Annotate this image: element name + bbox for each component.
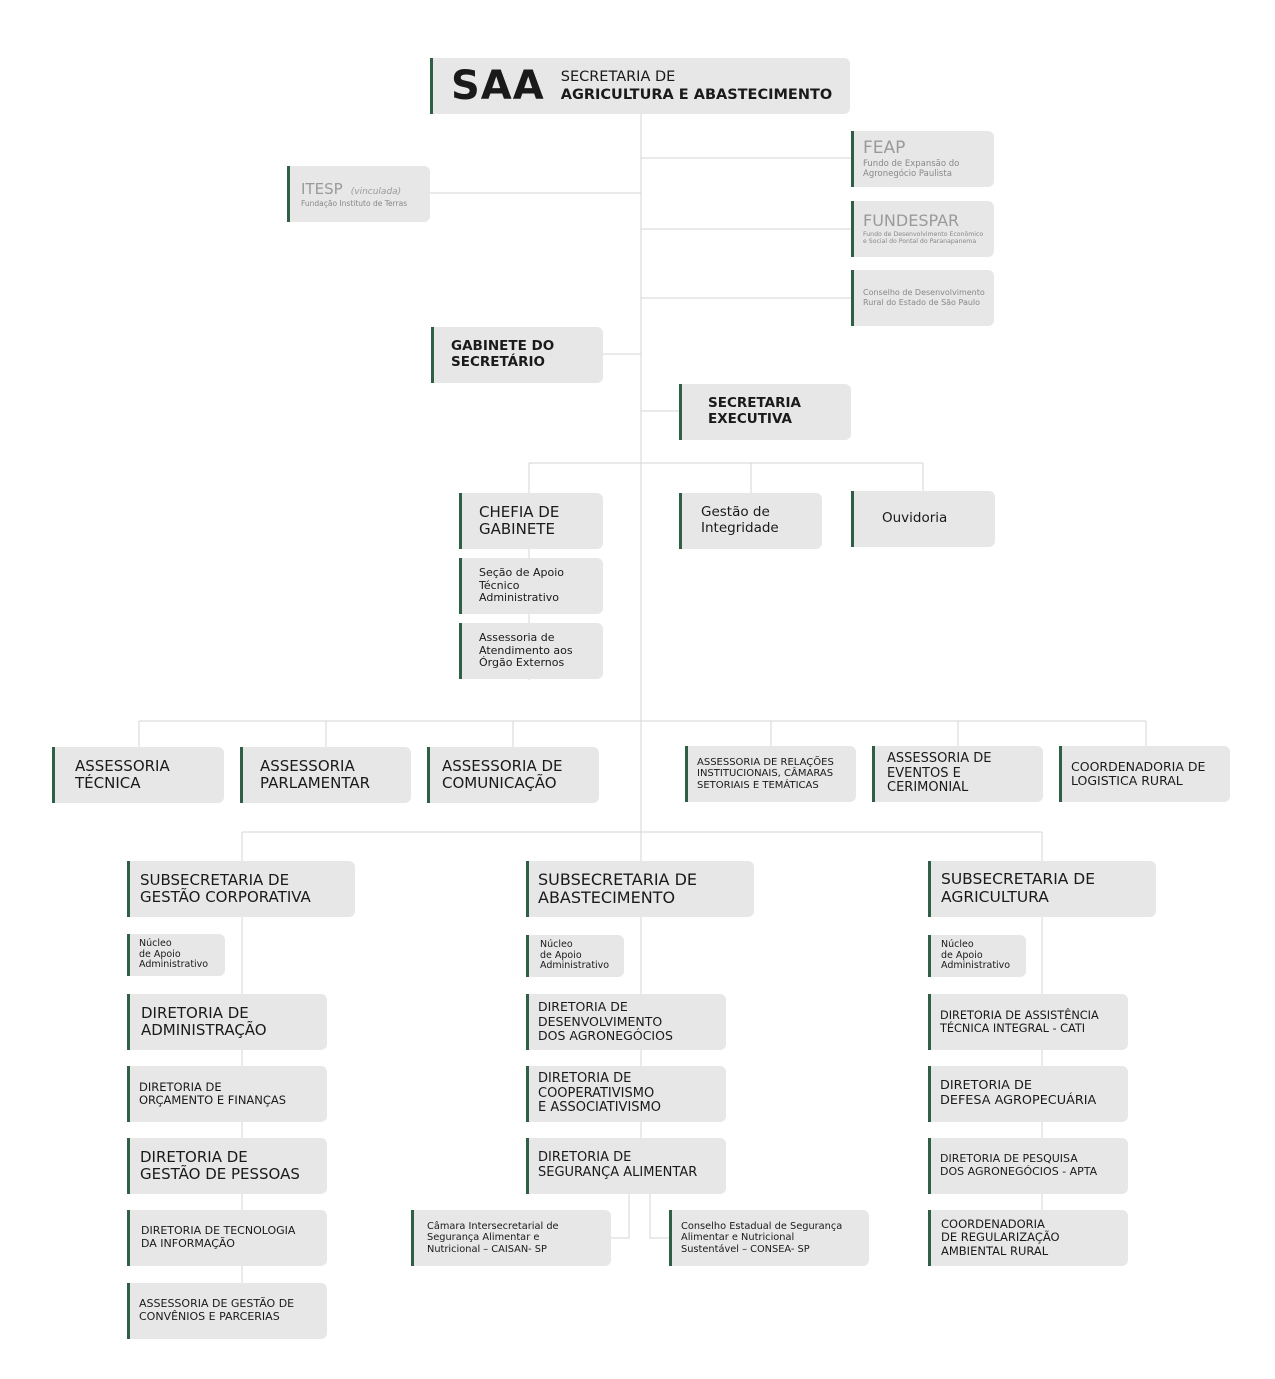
itesp-title: ITESP (301, 180, 343, 199)
caisan-label: Câmara Intersecretarial de Segurança Alimentar e Nutricional – CAISAN- SP (427, 1221, 559, 1255)
saa-name-line1: SECRETARIA DE (560, 68, 676, 85)
sub-agricultura-item (928, 1210, 1128, 1266)
gabinete-label: GABINETE DO SECRETÁRIO (451, 338, 555, 370)
assessoria-atendimento-label: Assessoria de Atendimento aos Órgão Externos (479, 631, 573, 670)
sub-abastecimento-nucleo-box (526, 935, 624, 977)
saa-acronym: SAA (451, 63, 545, 109)
conselho-rural-box (851, 270, 994, 326)
gestao-integridade-label: Gestão de Integridade (701, 504, 779, 536)
sub-gestao-item-label: DIRETORIA DE GESTÃO DE PESSOAS (140, 1147, 300, 1183)
assessoria-relacoes-box (685, 746, 856, 802)
itesp-box (287, 166, 430, 222)
sub-agricultura-item-label: DIRETORIA DE PESQUISA DOS AGRONEGÓCIOS - APTA (940, 1152, 1098, 1178)
assessoria-tecnica-box (52, 747, 224, 803)
secao-apoio-label: Seção de Apoio Técnico Administrativo (479, 566, 565, 605)
sub-abastecimento-title: SUBSECRETARIA DE ABASTECIMENTO (538, 869, 697, 907)
gestao-integridade-box (679, 493, 822, 549)
sub-agricultura-item-label: DIRETORIA DE ASSISTÊNCIA TÉCNICA INTEGRAL - CATI (940, 1009, 1099, 1035)
sub-gestao-item-label: DIRETORIA DE ADMINISTRAÇÃO (141, 1003, 267, 1039)
gabinete-box (431, 327, 603, 383)
sub-agricultura-item (928, 1138, 1128, 1194)
assessoria-parlamentar-box (240, 747, 411, 803)
sub-gestao-item-label: DIRETORIA DE ORÇAMENTO E FINANÇAS (139, 1079, 287, 1107)
itesp-tag: (vinculada) (350, 187, 402, 198)
sub-abastecimento-nucleo-label: Núcleo de Apoio Administrativo (540, 938, 610, 972)
assessoria-atendimento-box (459, 623, 603, 679)
consea-box (669, 1210, 869, 1266)
sub-abastecimento-item (526, 1138, 726, 1194)
sub-gestao-item-label: ASSESSORIA DE GESTÃO DE CONVÊNIOS E PARCERIAS (139, 1297, 295, 1323)
sub-abastecimento-item-label: DIRETORIA DE COOPERATIVISMO E ASSOCIATIVISMO (538, 1070, 661, 1116)
assessoria-comunicacao-label: ASSESSORIA DE COMUNICAÇÃO (442, 756, 563, 792)
fundespar-desc: Fundo de Desenvolvimento Econômico e Social do Pontal do Paranapanema (863, 230, 984, 246)
ouvidoria-box (851, 491, 995, 547)
sub-gestao-item (127, 1066, 327, 1122)
sub-abastecimento-title-box (526, 861, 754, 917)
assessoria-comunicacao-box (427, 747, 599, 803)
sub-gestao-item (127, 1283, 327, 1339)
sub-gestao-nucleo-label: Núcleo de Apoio Administrativo (139, 937, 209, 971)
sub-agricultura-title: SUBSECRETARIA DE AGRICULTURA (941, 870, 1096, 906)
saa-header (430, 58, 850, 114)
conselho-rural-desc: Conselho de Desenvolvimento Rural do Estado de São Paulo (863, 288, 985, 307)
sub-gestao-item-label: DIRETORIA DE TECNOLOGIA DA INFORMAÇÃO (141, 1224, 296, 1250)
feap-desc: Fundo de Expansão do Agronegócio Paulista (863, 158, 960, 179)
secao-apoio-box (459, 558, 603, 614)
sub-abastecimento-item-label: DIRETORIA DE SEGURANÇA ALIMENTAR (538, 1150, 698, 1180)
sub-agricultura-nucleo-label: Núcleo de Apoio Administrativo (941, 938, 1011, 972)
sub-gestao-item (127, 994, 327, 1050)
ouvidoria-label: Ouvidoria (882, 510, 948, 527)
sub-agricultura-nucleo-box (928, 935, 1026, 977)
sub-abastecimento-item-label: DIRETORIA DE DESENVOLVIMENTO DOS AGRONEGÓCIOS (538, 999, 673, 1044)
saa-name-line2: AGRICULTURA E ABASTECIMENTO (560, 87, 833, 103)
chefia-label: CHEFIA DE GABINETE (479, 502, 560, 538)
itesp-desc: Fundação Instituto de Terras (301, 198, 408, 208)
assessoria-parlamentar-label: ASSESSORIA PARLAMENTAR (260, 756, 371, 792)
sub-gestao-nucleo-box (127, 934, 225, 976)
sub-agricultura-title-box (928, 861, 1156, 917)
sub-abastecimento-item (526, 994, 726, 1050)
coordenadoria-logistica-box (1059, 746, 1230, 802)
sub-agricultura-item-label: DIRETORIA DE DEFESA AGROPECUÁRIA (940, 1078, 1097, 1108)
sub-agricultura-item-label: COORDENADORIA DE REGULARIZAÇÃO AMBIENTAL RURAL (941, 1217, 1060, 1258)
sub-agricultura-item (928, 1066, 1128, 1122)
chefia-box (459, 493, 603, 549)
secretaria-executiva-label: SECRETARIA EXECUTIVA (708, 395, 801, 427)
fundespar-box (851, 201, 994, 257)
fundespar-title: FUNDESPAR (863, 211, 960, 231)
sub-gestao-title: SUBSECRETARIA DE GESTÃO CORPORATIVA (140, 870, 311, 906)
sub-agricultura-item (928, 994, 1128, 1050)
consea-label: Conselho Estadual de Segurança Alimentar e Nutricional Sustentável – CONSEA- SP (681, 1221, 843, 1255)
assessoria-eventos-box (872, 746, 1043, 802)
caisan-box (411, 1210, 611, 1266)
assessoria-tecnica-label: ASSESSORIA TÉCNICA (75, 756, 170, 792)
assessoria-relacoes-label: ASSESSORIA DE RELAÇÕES INSTITUCIONAIS, CÂMARAS SETORIAIS E TEMÁTICAS (697, 756, 834, 791)
feap-title: FEAP (863, 138, 906, 159)
secretaria-executiva-box (679, 384, 851, 440)
assessoria-eventos-label: ASSESSORIA DE EVENTOS E CERIMONIAL (887, 750, 992, 796)
sub-gestao-title-box (127, 861, 355, 917)
sub-gestao-item (127, 1210, 327, 1266)
sub-gestao-item (127, 1138, 327, 1194)
sub-abastecimento-item (526, 1066, 726, 1122)
feap-box (851, 131, 994, 187)
coordenadoria-logistica-label: COORDENADORIA DE LOGISTICA RURAL (1071, 758, 1206, 788)
